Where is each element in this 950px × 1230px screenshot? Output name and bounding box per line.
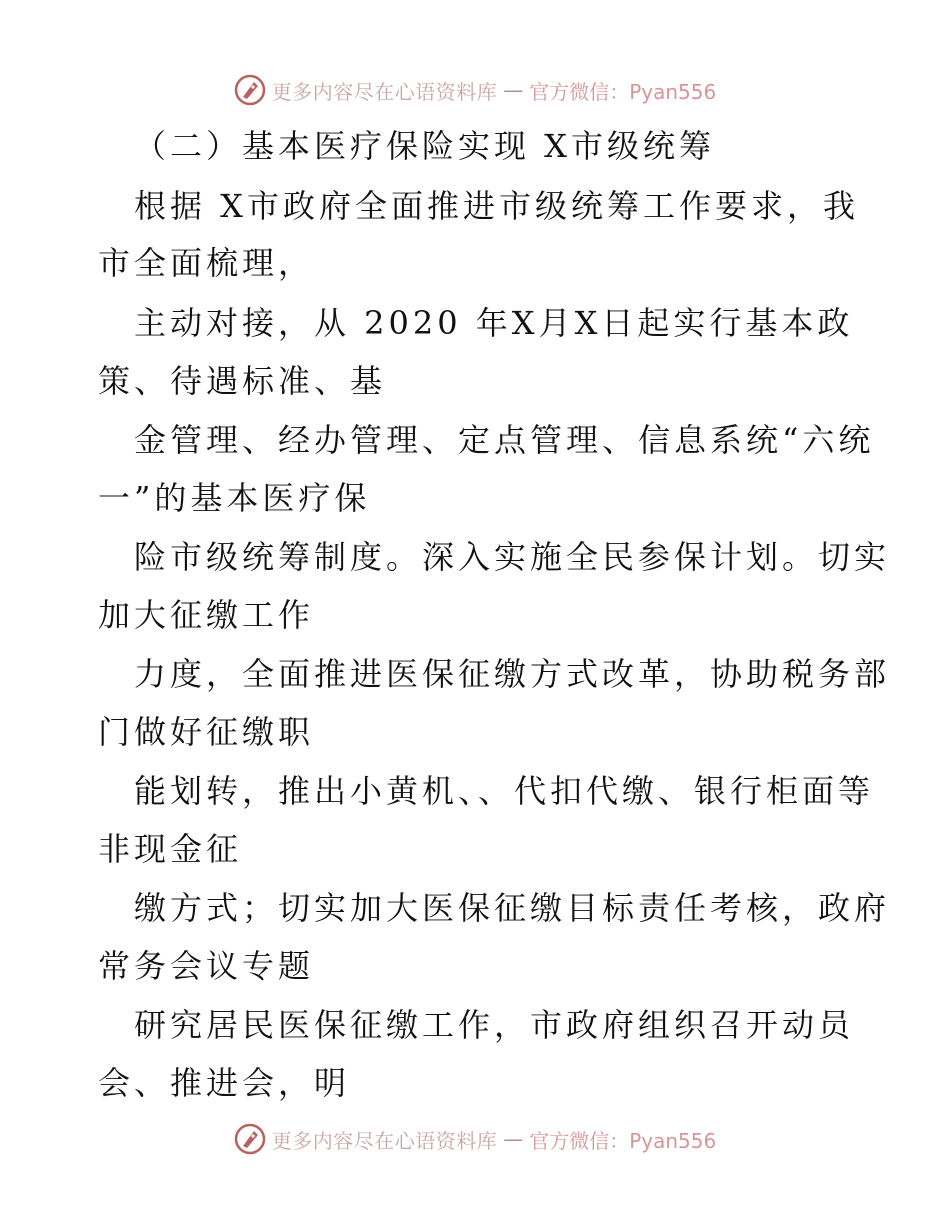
body-line: 能划转，推出小黄机、、代扣代缴、银行柜面等 bbox=[134, 772, 875, 810]
body-line: 力度，全面推进医保征缴方式改革，协助税务部 bbox=[134, 655, 891, 693]
body-line: 主动对接，从 2020 年X月X日起实行基本政 bbox=[134, 304, 854, 342]
body-line: 根据 X市政府全面推进市级统筹工作要求，我 bbox=[134, 187, 859, 225]
body-line: 金管理、经办管理、定点管理、信息系统“六统 bbox=[134, 421, 875, 459]
body-line: 市全面梳理， bbox=[98, 244, 315, 282]
body-line: 会、推进会，明 bbox=[98, 1064, 351, 1102]
pen-nib-logo-icon bbox=[234, 1123, 266, 1155]
watermark-account: 官方微信：Pyan556 bbox=[529, 1128, 717, 1153]
footer-watermark bbox=[0, 1119, 950, 1159]
watermark-account: 官方微信：Pyan556 bbox=[529, 79, 717, 104]
body-line: 研究居民医保征缴工作，市政府组织召开动员 bbox=[134, 1006, 855, 1044]
pen-nib-logo-icon bbox=[234, 74, 266, 106]
body-line: 一”的基本医疗保 bbox=[98, 479, 371, 517]
body-line: 非现金征 bbox=[98, 830, 243, 868]
body-line: 险市级统筹制度。深入实施全民参保计划。切实 bbox=[134, 538, 891, 576]
body-line: 常务会议专题 bbox=[98, 947, 315, 985]
body-line: 缴方式；切实加大医保征缴目标责任考核，政府 bbox=[134, 889, 891, 927]
header-watermark bbox=[0, 70, 950, 110]
watermark-text: 更多内容尽在心语资料库 bbox=[271, 79, 498, 104]
watermark-separator: — bbox=[503, 78, 524, 102]
body-line: 策、待遇标准、基 bbox=[98, 362, 387, 400]
watermark-separator: — bbox=[503, 1127, 524, 1151]
watermark-text: 更多内容尽在心语资料库 bbox=[271, 1128, 498, 1153]
section-heading: （二）基本医疗保险实现 X市级统筹 bbox=[134, 127, 715, 165]
body-line: 加大征缴工作 bbox=[98, 596, 315, 634]
body-line: 门做好征缴职 bbox=[98, 713, 315, 751]
